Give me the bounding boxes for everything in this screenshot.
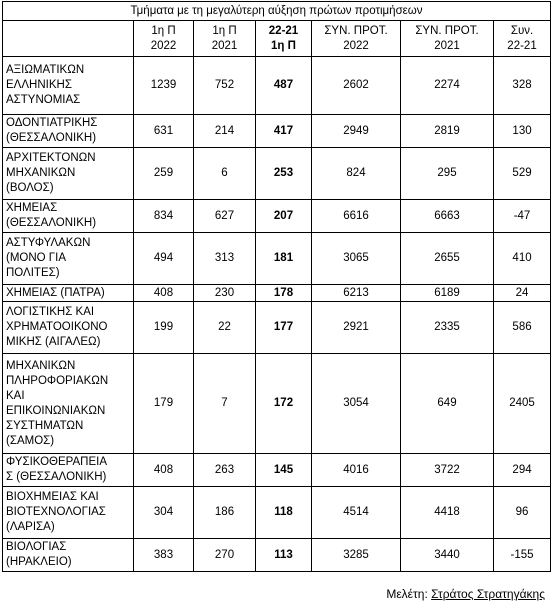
first-pref-2021: 186 xyxy=(194,487,256,539)
first-pref-2021: 230 xyxy=(194,285,256,302)
table-row xyxy=(3,354,551,454)
header-blank xyxy=(3,21,134,57)
total-pref-2022: 2921 xyxy=(312,302,401,354)
table-row xyxy=(3,200,551,233)
department-name-line: ΜΗΧΑΝΙΚΩΝ xyxy=(6,167,76,179)
department-name-line: ΕΛΛΗΝΙΚΗΣ xyxy=(6,79,72,91)
first-pref-2022: 383 xyxy=(134,539,194,572)
department-name-line: ΧΗΜΕΙΑΣ (ΠΑΤΡΑ) xyxy=(6,286,105,299)
department-name-line: (ΛΑΡΙΣΑ) xyxy=(6,521,55,533)
department-name-line: ΣΥΣΤΗΜΑΤΩΝ xyxy=(6,419,84,432)
department-name-line: ΑΣΤΥΝΟΜΙΑΣ xyxy=(6,94,81,106)
first-pref-diff: 172 xyxy=(256,354,312,454)
total-pref-diff: 294 xyxy=(494,454,551,487)
study-credit xyxy=(386,586,545,602)
department-name xyxy=(3,200,134,233)
first-pref-diff: 207 xyxy=(256,200,312,233)
department-name xyxy=(3,454,134,487)
first-pref-2022: 408 xyxy=(134,285,194,302)
first-pref-diff: 113 xyxy=(256,539,312,572)
department-name-line: ΠΟΛΙΤΕΣ) xyxy=(6,267,60,279)
first-pref-2022: 494 xyxy=(134,233,194,285)
total-pref-2022: 4016 xyxy=(312,454,401,487)
total-pref-diff: 24 xyxy=(494,285,551,302)
first-pref-2021: 22 xyxy=(194,302,256,354)
first-pref-2021: 214 xyxy=(194,115,256,148)
table-row xyxy=(3,115,551,148)
department-name-line: Σ (ΘΕΣΣΑΛΟΝΙΚΗ) xyxy=(6,471,107,483)
first-pref-diff: 118 xyxy=(256,487,312,539)
first-pref-diff: 487 xyxy=(256,57,312,115)
first-pref-2022: 631 xyxy=(134,115,194,148)
table-row xyxy=(3,302,551,354)
first-pref-2021: 752 xyxy=(194,57,256,115)
credit-author: Στράτος Στρατηγάκης xyxy=(431,587,545,601)
header-total-diff: Συν. 22-21 xyxy=(494,21,551,57)
department-name-line: ΧΗΜΕΙΑΣ xyxy=(6,202,58,214)
first-pref-2022: 304 xyxy=(134,487,194,539)
department-name-line: ΒΙΟΤΕΧΝΟΛΟΓΙΑΣ xyxy=(6,506,106,518)
total-pref-2021: 3440 xyxy=(401,539,494,572)
first-pref-2022: 179 xyxy=(134,354,194,454)
department-name xyxy=(3,539,134,572)
total-pref-2022: 6616 xyxy=(312,200,401,233)
department-name-line: ΧΡΗΜΑΤΟΟΙΚΟΝΟ xyxy=(6,321,108,333)
first-pref-diff: 417 xyxy=(256,115,312,148)
first-pref-diff: 177 xyxy=(256,302,312,354)
total-pref-2021: 2819 xyxy=(401,115,494,148)
department-name-line: ΑΣΤΥΦΥΛΑΚΩΝ xyxy=(6,237,91,249)
increase-table xyxy=(2,1,551,572)
table-row xyxy=(3,148,551,200)
first-pref-diff: 178 xyxy=(256,285,312,302)
department-name xyxy=(3,115,134,148)
total-pref-2021: 2655 xyxy=(401,233,494,285)
department-name-line: (ΣΑΜΟΣ) xyxy=(6,434,55,447)
total-pref-diff: 96 xyxy=(494,487,551,539)
first-pref-diff: 145 xyxy=(256,454,312,487)
department-name-line: ΑΡΧΙΤΕΚΤΟΝΩΝ xyxy=(6,152,96,164)
first-pref-2022: 834 xyxy=(134,200,194,233)
first-pref-2022: 199 xyxy=(134,302,194,354)
total-pref-2022: 3054 xyxy=(312,354,401,454)
total-pref-diff: 410 xyxy=(494,233,551,285)
table-row xyxy=(3,487,551,539)
first-pref-2021: 263 xyxy=(194,454,256,487)
department-name-line: ΒΙΟΧΗΜΕΙΑΣ ΚΑΙ xyxy=(6,491,99,503)
total-pref-2021: 649 xyxy=(401,354,494,454)
department-name-line: ΕΠΙΚΟΙΝΩΝΙΑΚΩΝ xyxy=(6,404,106,417)
department-name-line: (ΘΕΣΣΑΛΟΝΙΚΗ) xyxy=(6,217,97,229)
department-name-line: ΑΞΙΩΜΑΤΙΚΩΝ xyxy=(6,64,85,76)
total-pref-diff: 328 xyxy=(494,57,551,115)
total-pref-2022: 3285 xyxy=(312,539,401,572)
first-pref-2022: 408 xyxy=(134,454,194,487)
header-row xyxy=(3,21,551,57)
header-total-pref-2022: ΣΥΝ. ΠΡΟΤ. 2022 xyxy=(312,21,401,57)
total-pref-2021: 4418 xyxy=(401,487,494,539)
total-pref-2022: 2949 xyxy=(312,115,401,148)
total-pref-2021: 295 xyxy=(401,148,494,200)
total-pref-diff: -47 xyxy=(494,200,551,233)
total-pref-diff: 130 xyxy=(494,115,551,148)
total-pref-2022: 4514 xyxy=(312,487,401,539)
table-row xyxy=(3,285,551,302)
total-pref-2021: 6189 xyxy=(401,285,494,302)
department-name-line: (ΘΕΣΣΑΛΟΝΙΚΗ) xyxy=(6,132,97,144)
header-first-pref-diff: 22-21 1η Π xyxy=(256,21,312,57)
department-name xyxy=(3,233,134,285)
credit-label: Μελέτη: xyxy=(386,587,428,601)
department-name-line: ΜΙΚΗΣ (ΑΙΓΑΛΕΩ) xyxy=(6,336,101,348)
first-pref-2022: 259 xyxy=(134,148,194,200)
first-pref-2021: 313 xyxy=(194,233,256,285)
first-pref-2021: 7 xyxy=(194,354,256,454)
department-name xyxy=(3,487,134,539)
first-pref-2022: 1239 xyxy=(134,57,194,115)
first-pref-diff: 181 xyxy=(256,233,312,285)
total-pref-diff: 2405 xyxy=(494,354,551,454)
header-total-pref-2021: ΣΥΝ. ΠΡΟΤ. 2021 xyxy=(401,21,494,57)
header-first-pref-2021: 1η Π 2021 xyxy=(194,21,256,57)
table-row xyxy=(3,233,551,285)
department-name-line: ΛΟΓΙΣΤΙΚΗΣ ΚΑΙ xyxy=(6,306,95,318)
header-first-pref-2022: 1η Π 2022 xyxy=(134,21,194,57)
department-name xyxy=(3,148,134,200)
table-row xyxy=(3,454,551,487)
department-name-line: (ΜΟΝΟ ΓΙΑ xyxy=(6,252,66,264)
total-pref-2022: 824 xyxy=(312,148,401,200)
total-pref-diff: 586 xyxy=(494,302,551,354)
department-name-line: ΟΔΟΝΤΙΑΤΡΙΚΗΣ xyxy=(6,117,98,129)
first-pref-2021: 6 xyxy=(194,148,256,200)
department-name xyxy=(3,285,134,302)
table-title: Τμήματα με τη μεγαλύτερη αύξηση πρώτων προτιμήσεων xyxy=(3,2,551,21)
total-pref-2022: 2602 xyxy=(312,57,401,115)
department-name-line: ΚΑΙ xyxy=(6,389,25,402)
first-pref-2021: 270 xyxy=(194,539,256,572)
department-name-line: (ΗΡΑΚΛΕΙΟ) xyxy=(6,556,72,568)
department-name-line: (ΒΟΛΟΣ) xyxy=(6,182,54,194)
table-row xyxy=(3,539,551,572)
department-name xyxy=(3,57,134,115)
department-name xyxy=(3,302,134,354)
total-pref-diff: -155 xyxy=(494,539,551,572)
table-row xyxy=(3,57,551,115)
first-pref-diff: 253 xyxy=(256,148,312,200)
total-pref-2021: 3722 xyxy=(401,454,494,487)
total-pref-2021: 6663 xyxy=(401,200,494,233)
total-pref-2021: 2335 xyxy=(401,302,494,354)
total-pref-2022: 3065 xyxy=(312,233,401,285)
total-pref-2021: 2274 xyxy=(401,57,494,115)
department-name-line: ΜΗΧΑΝΙΚΩΝ xyxy=(6,359,76,372)
first-pref-2021: 627 xyxy=(194,200,256,233)
total-pref-diff: 529 xyxy=(494,148,551,200)
total-pref-2022: 6213 xyxy=(312,285,401,302)
department-name-line: ΒΙΟΛΟΓΙΑΣ xyxy=(6,541,67,553)
department-name-line: ΦΥΣΙΚΟΘΕΡΑΠΕΙΑ xyxy=(6,456,107,468)
department-name-line: ΠΛΗΡΟΦΟΡΙΑΚΩΝ xyxy=(6,374,109,387)
department-name xyxy=(3,354,134,454)
